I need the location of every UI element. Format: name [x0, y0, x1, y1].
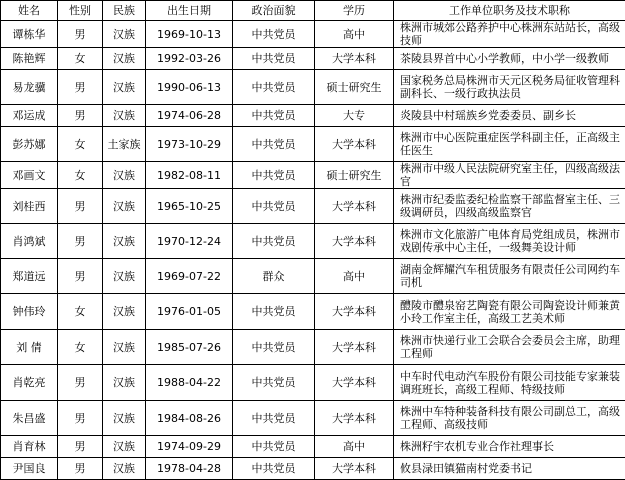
header-political-status: 政治面貌: [233, 1, 315, 21]
cell-political-status: 中共党员: [233, 436, 315, 458]
cell-education: 硕士研究生: [315, 162, 394, 189]
table-row: [1, 458, 625, 480]
cell-political-status: 中共党员: [233, 189, 315, 224]
cell-political-status: 中共党员: [233, 127, 315, 162]
cell-ethnicity: 汉族: [103, 436, 146, 458]
cell-ethnicity: 汉族: [103, 401, 146, 436]
cell-gender: 男: [58, 401, 103, 436]
cell-ethnicity: 汉族: [103, 365, 146, 401]
header-education: 学历: [315, 1, 394, 21]
cell-workplace-title: 炎陵县中村瑶族乡党委委员、副乡长: [394, 105, 625, 127]
cell-birth-date: 1992-03-26: [146, 48, 233, 70]
cell-birth-date: 1978-04-28: [146, 458, 233, 480]
cell-gender: 男: [58, 436, 103, 458]
cell-political-status: 中共党员: [233, 162, 315, 189]
table-row: [1, 436, 625, 458]
cell-political-status: 中共党员: [233, 458, 315, 480]
cell-workplace-title: 株洲市快递行业工会联合会委员会主席，助理工程师: [394, 330, 625, 365]
cell-education: 大学本科: [315, 48, 394, 70]
cell-name: 易龙骥: [1, 70, 58, 105]
cell-ethnicity: 汉族: [103, 105, 146, 127]
header-gender: 性别: [58, 1, 103, 21]
table-row: [1, 401, 625, 436]
cell-workplace-title: 茶陵县界首中心小学教师，中小学一级教师: [394, 48, 625, 70]
cell-political-status: 中共党员: [233, 294, 315, 330]
cell-political-status: 中共党员: [233, 401, 315, 436]
table-row: [1, 365, 625, 401]
table-header-row: [1, 1, 625, 21]
cell-birth-date: 1988-04-22: [146, 365, 233, 401]
cell-name: 刘 倩: [1, 330, 58, 365]
cell-ethnicity: 汉族: [103, 162, 146, 189]
cell-birth-date: 1982-08-11: [146, 162, 233, 189]
table-row: [1, 224, 625, 259]
table-row: [1, 162, 625, 189]
cell-birth-date: 1974-09-29: [146, 436, 233, 458]
cell-political-status: 中共党员: [233, 48, 315, 70]
cell-ethnicity: 汉族: [103, 48, 146, 70]
cell-name: 肖乾亮: [1, 365, 58, 401]
cell-workplace-title: 株洲中车特种装备科技有限公司副总工，高级工程师、高级技师: [394, 401, 625, 436]
cell-gender: 女: [58, 127, 103, 162]
cell-education: 高中: [315, 259, 394, 294]
cell-ethnicity: 汉族: [103, 70, 146, 105]
cell-education: 大学本科: [315, 294, 394, 330]
cell-education: 高中: [315, 21, 394, 48]
cell-ethnicity: 汉族: [103, 294, 146, 330]
cell-name: 谭栋华: [1, 21, 58, 48]
cell-name: 邓运成: [1, 105, 58, 127]
cell-workplace-title: 株洲市纪委监委纪检监察干部监督室主任、三级调研员，四级高级监察官: [394, 189, 625, 224]
cell-education: 硕士研究生: [315, 70, 394, 105]
cell-gender: 男: [58, 458, 103, 480]
cell-gender: 男: [58, 189, 103, 224]
table-row: [1, 70, 625, 105]
cell-education: 大学本科: [315, 127, 394, 162]
cell-name: 郑道远: [1, 259, 58, 294]
cell-gender: 男: [58, 224, 103, 259]
table-row: [1, 330, 625, 365]
cell-workplace-title: 醴陵市醴泉窑艺陶瓷有限公司陶瓷设计师兼黄小玲工作室主任，高级工艺美术师: [394, 294, 625, 330]
header-workplace-title: 工作单位职务及技术职称: [394, 1, 625, 21]
cell-name: 陈艳辉: [1, 48, 58, 70]
cell-birth-date: 1976-01-05: [146, 294, 233, 330]
cell-birth-date: 1984-08-26: [146, 401, 233, 436]
cell-name: 邓画文: [1, 162, 58, 189]
header-ethnicity: 民族: [103, 1, 146, 21]
cell-gender: 男: [58, 365, 103, 401]
cell-education: 大学本科: [315, 189, 394, 224]
cell-workplace-title: 株洲市中心医院重症医学科副主任，正高级主任医生: [394, 127, 625, 162]
cell-name: 肖育林: [1, 436, 58, 458]
cell-ethnicity: 土家族: [103, 127, 146, 162]
cell-education: 大学本科: [315, 224, 394, 259]
cell-name: 尹国良: [1, 458, 58, 480]
cell-ethnicity: 汉族: [103, 330, 146, 365]
cell-name: 钟伟玲: [1, 294, 58, 330]
table-row: [1, 105, 625, 127]
cell-birth-date: 1970-12-24: [146, 224, 233, 259]
cell-political-status: 中共党员: [233, 105, 315, 127]
cell-name: 彭苏娜: [1, 127, 58, 162]
table-row: [1, 127, 625, 162]
cell-birth-date: 1969-07-22: [146, 259, 233, 294]
table-row: [1, 189, 625, 224]
cell-political-status: 中共党员: [233, 70, 315, 105]
cell-ethnicity: 汉族: [103, 189, 146, 224]
table-row: [1, 259, 625, 294]
cell-birth-date: 1974-06-28: [146, 105, 233, 127]
cell-workplace-title: 株洲市文化旅游广电体育局党组成员，株洲市戏剧传承中心主任，一级舞美设计师: [394, 224, 625, 259]
cell-workplace-title: 中车时代电动汽车股份有限公司技能专家兼装调班班长，高级工程师、特级技师: [394, 365, 625, 401]
cell-birth-date: 1973-10-29: [146, 127, 233, 162]
cell-education: 大学本科: [315, 330, 394, 365]
cell-gender: 女: [58, 162, 103, 189]
cell-political-status: 中共党员: [233, 365, 315, 401]
cell-workplace-title: 攸县渌田镇猫南村党委书记: [394, 458, 625, 480]
cell-birth-date: 1969-10-13: [146, 21, 233, 48]
cell-gender: 女: [58, 48, 103, 70]
cell-name: 刘桂西: [1, 189, 58, 224]
cell-gender: 男: [58, 105, 103, 127]
cell-workplace-title: 株洲市中级人民法院研究室主任，四级高级法官: [394, 162, 625, 189]
cell-birth-date: 1965-10-25: [146, 189, 233, 224]
cell-education: 大学本科: [315, 401, 394, 436]
cell-education: 高中: [315, 436, 394, 458]
cell-political-status: 群众: [233, 259, 315, 294]
cell-gender: 男: [58, 70, 103, 105]
header-name: 姓名: [1, 1, 58, 21]
cell-education: 大专: [315, 105, 394, 127]
cell-gender: 女: [58, 294, 103, 330]
cell-political-status: 中共党员: [233, 224, 315, 259]
table-row: [1, 21, 625, 48]
cell-education: 大学本科: [315, 365, 394, 401]
cell-gender: 女: [58, 330, 103, 365]
cell-workplace-title: 株洲市城郊公路养护中心株洲东站站长，高级技师: [394, 21, 625, 48]
table-row: [1, 48, 625, 70]
cell-birth-date: 1990-06-13: [146, 70, 233, 105]
cell-gender: 男: [58, 259, 103, 294]
cell-political-status: 中共党员: [233, 21, 315, 48]
cell-workplace-title: 湖南金辉耀汽车租赁服务有限责任公司网约车司机: [394, 259, 625, 294]
cell-workplace-title: 株洲籽宇农机专业合作社理事长: [394, 436, 625, 458]
cell-ethnicity: 汉族: [103, 224, 146, 259]
cell-name: 肖鸿斌: [1, 224, 58, 259]
cell-name: 朱昌盛: [1, 401, 58, 436]
cell-education: 大学本科: [315, 458, 394, 480]
cell-birth-date: 1985-07-26: [146, 330, 233, 365]
cell-gender: 男: [58, 21, 103, 48]
cell-ethnicity: 汉族: [103, 458, 146, 480]
table-row: [1, 294, 625, 330]
header-birth-date: 出生日期: [146, 1, 233, 21]
cell-ethnicity: 汉族: [103, 259, 146, 294]
cell-ethnicity: 汉族: [103, 21, 146, 48]
cell-workplace-title: 国家税务总局株洲市天元区税务局征收管理科副科长、一级行政执法员: [394, 70, 625, 105]
cell-political-status: 中共党员: [233, 330, 315, 365]
